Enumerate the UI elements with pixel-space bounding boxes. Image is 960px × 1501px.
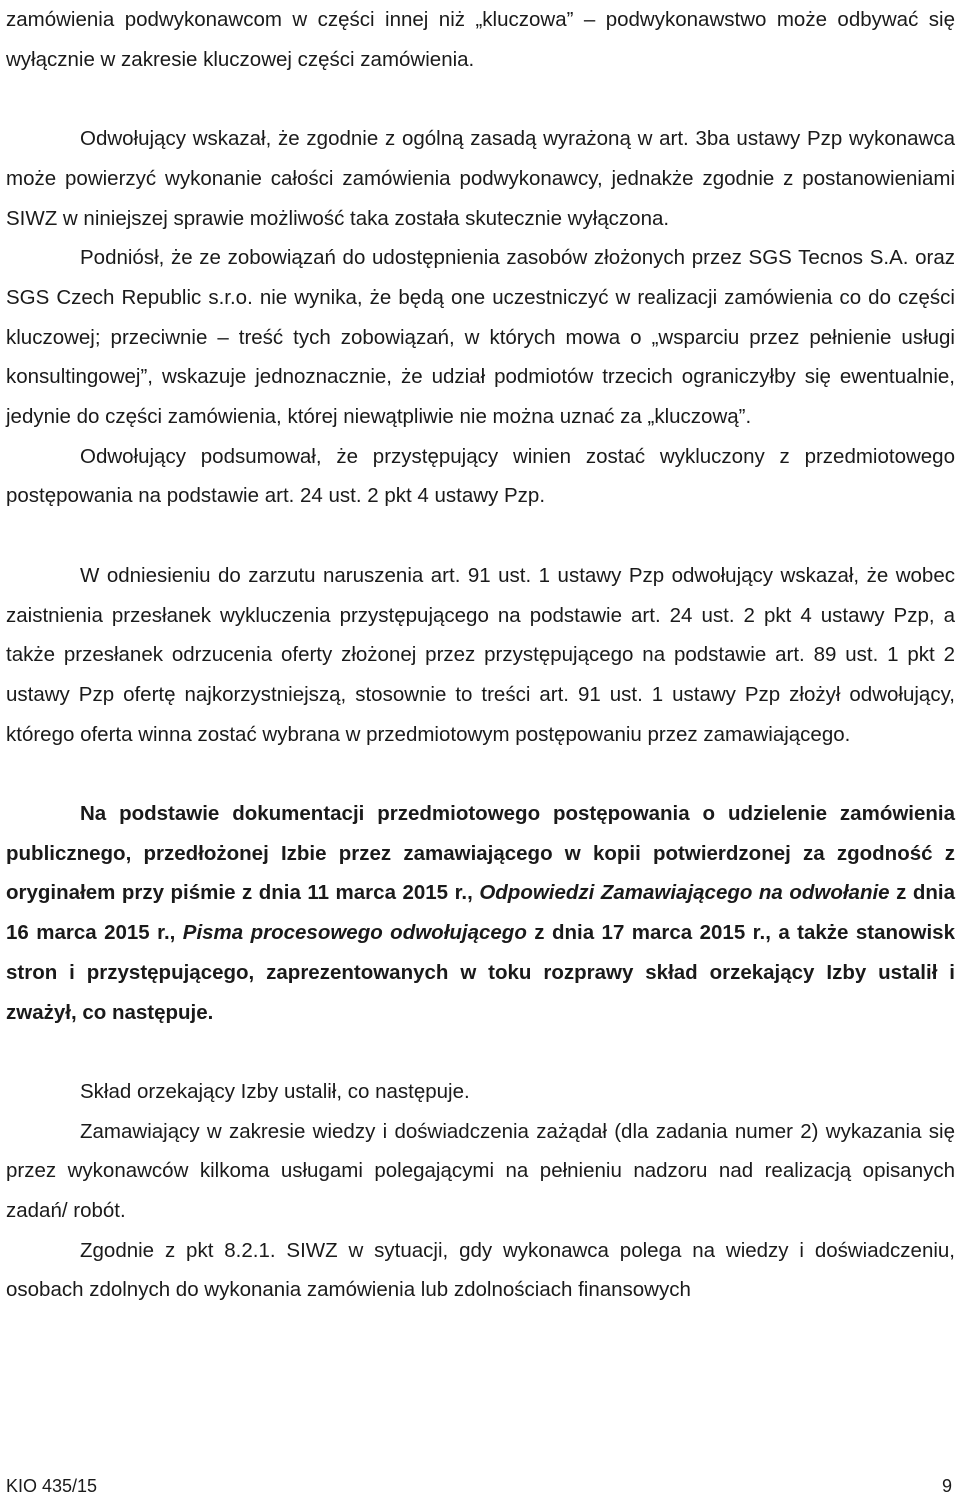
paragraph-4: Odwołujący podsumował, że przystępujący winien zostać wykluczony z przedmiotowego postępowania na podstawie art. 24 ust. 2 pkt 4 ustawy Pzp. [6, 444, 955, 508]
paragraph-5: W odniesieniu do zarzutu naruszenia art. 91 ust. 1 ustawy Pzp odwołujący wskazał, że wobec zaistnienia przesłanek wykluczenia przystępującego na podstawie art. 24 ust. 2 pkt 4 ustawy Pzp, a także przesłanek odrzucenia oferty złożonej przez przystępującego na podstawie art. 89 ust. 1 pkt 2 ustawy Pzp ofertę najkorzystniejszą, stosownie to treści art. 91 ust. 1 ustawy Pzp złożył odwołujący, którego oferta winna zostać wybrana w przedmiotowym postępowaniu przez zamawiającego. [6, 563, 955, 746]
paragraph-2: Odwołujący wskazał, że zgodnie z ogólną zasadą wyrażoną w art. 3ba ustawy Pzp wykonawca może powierzyć wykonanie całości zamówienia podwykonawcy, jednakże zgodnie z postanowieniami SIWZ w niniejszej sprawie możliwość taka została skutecznie wyłączona. [6, 127, 955, 230]
case-number: KIO 435/15 [6, 1476, 98, 1496]
paragraph-1: zamówienia podwykonawcom w części innej niż „kluczowa” – podwykonawstwo może odbywać się wyłącznie w zakresie kluczowej części zamówienia. [6, 8, 955, 71]
paragraph-7: Skład orzekający Izby ustalił, co następuje. [80, 1079, 470, 1103]
paragraph-gap [6, 516, 955, 556]
statement-part-1: Na podstawie dokumentacji przedmiotowego postępowania o udzielenie zamówienia publicznego, przedłożonej Izbie przez zamawiającego w kopii potwierdzonej za zgodność z oryginałem przy piśmie z dnia 11 marca 2015 r., [6, 802, 955, 905]
statement-part-4: Pisma procesowego odwołującego [182, 921, 527, 945]
paragraph-6-bold-statement [6, 794, 955, 1032]
paragraph-gap [6, 79, 955, 119]
paragraph-3: Podniósł, że ze zobowiązań do udostępnienia zasobów złożonych przez SGS Tecnos S.A. oraz SGS Czech Republic s.r.o. nie wynika, że będą one uczestniczyć w realizacji zamówienia co do części kluczowej; przeciwnie – treść tych zobowiązań, w których mowa o „wsparciu przez pełnienie usługi konsultingowej”, wskazuje jednoznacznie, że udział podmiotów trzecich ograniczyłby się ewentualnie, jedynie do części zamówienia, której niewątpliwie nie można uznać za „kluczową”. [6, 246, 955, 429]
paragraph-8: Zamawiający w zakresie wiedzy i doświadczenia zażądał (dla zadania numer 2) wykazania się przez wykonawców kilkoma usługami polegającymi na pełnieniu nadzoru nad realizacją opisanych zadań/ robót. [6, 1119, 955, 1223]
paragraph-9: Zgodnie z pkt 8.2.1. SIWZ w sytuacji, gdy wykonawca polega na wiedzy i doświadczeniu, osobach zdolnych do wykonania zamówienia lub zdolnościach finansowych [6, 1238, 955, 1302]
page-number: 9 [941, 1476, 952, 1496]
statement-part-3: z dnia 16 marca 2015 r., [6, 881, 955, 945]
statement-part-2: Odpowiedzi Zamawiającego na odwołanie [479, 881, 890, 905]
statement-part-5: z dnia 17 marca 2015 r., a także stanowisk stron i przystępującego, zaprezentowanych w toku rozprawy skład orzekający Izby ustalił i zważył, co następuje. [6, 921, 955, 1024]
page-footer [6, 1474, 952, 1498]
paragraph-gap [6, 1032, 955, 1072]
document-page [6, 0, 955, 1310]
paragraph-gap [6, 754, 955, 794]
